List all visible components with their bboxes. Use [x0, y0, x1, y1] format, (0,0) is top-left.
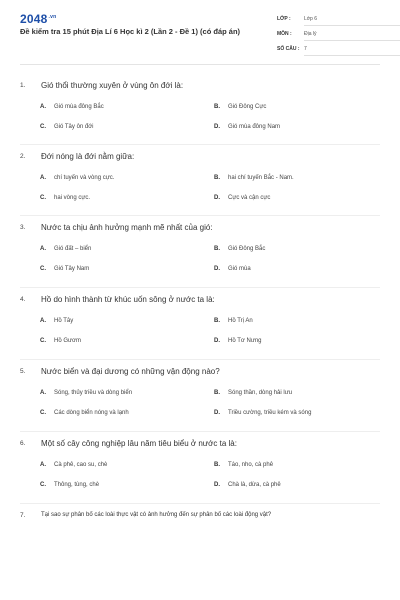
- option-text: Gió Tây Nam: [54, 266, 90, 272]
- question-head: [20, 294, 380, 308]
- question-head: [20, 80, 380, 94]
- option-a[interactable]: [40, 104, 104, 110]
- options: [20, 452, 380, 500]
- option-label: B.: [214, 318, 220, 324]
- option-label: D.: [214, 124, 220, 130]
- option-text: Gió Tây ôn đới: [54, 124, 94, 130]
- option-text: Gió mùa đông Bắc: [54, 104, 104, 110]
- option-a[interactable]: [40, 318, 73, 324]
- meta-value: Lớp 6: [304, 15, 400, 26]
- option-a[interactable]: [40, 462, 107, 468]
- question: [20, 151, 380, 213]
- option-d[interactable]: [214, 482, 281, 488]
- meta-row-class: [277, 14, 400, 29]
- option-label: A.: [40, 104, 46, 110]
- option-b[interactable]: [214, 246, 265, 252]
- site-logo[interactable]: [20, 12, 56, 26]
- option-label: B.: [214, 246, 220, 252]
- question-text: Nước ta chịu ảnh hưởng mạnh mẽ nhất của gió:: [41, 223, 213, 232]
- option-text: Hồ Gươm: [54, 338, 81, 344]
- option-b[interactable]: [214, 104, 266, 110]
- question-number: 7.: [20, 512, 26, 519]
- option-label: D.: [214, 195, 220, 201]
- meta-value: 7: [304, 45, 400, 56]
- option-a[interactable]: [40, 390, 132, 396]
- option-text: Gió đất – biển: [54, 246, 92, 252]
- option-d[interactable]: [214, 266, 251, 272]
- question-text: Hồ do hình thành từ khúc uốn sông ở nước ta là:: [41, 295, 215, 304]
- option-text: Hồ Tơ Nưng: [228, 338, 262, 344]
- option-text: Các dòng biển nóng và lạnh: [54, 410, 129, 416]
- option-text: Sóng, thủy triều và dòng biển: [54, 390, 133, 396]
- question-number: 3.: [20, 224, 26, 231]
- divider: [20, 503, 380, 504]
- option-text: Thông, tùng, chè: [54, 482, 100, 488]
- question-head: [20, 222, 380, 236]
- option-label: B.: [214, 104, 220, 110]
- meta-row-count: [277, 44, 400, 59]
- divider: [20, 431, 380, 432]
- option-d[interactable]: [214, 338, 262, 344]
- question: [20, 80, 380, 142]
- question-head: [20, 151, 380, 165]
- option-text: Gió Đông Bắc: [228, 246, 266, 252]
- option-c[interactable]: [40, 482, 99, 488]
- meta-row-subject: [277, 29, 400, 44]
- options: [20, 165, 380, 213]
- option-text: Cực và cận cực: [228, 195, 271, 201]
- option-text: Gió mùa: [228, 266, 251, 272]
- meta-key: MÔN :: [277, 31, 292, 37]
- option-text: hai vòng cực.: [54, 195, 91, 201]
- option-label: A.: [40, 390, 46, 396]
- option-text: Gió mùa đông Nam: [228, 124, 281, 130]
- options: [20, 94, 380, 142]
- option-c[interactable]: [40, 338, 81, 344]
- question-text: Tại sao sự phân bố các loài thực vật có ảnh hưởng đến sự phân bố các loài động vật?: [41, 512, 272, 518]
- question-head: [20, 366, 380, 380]
- question-text: Một số cây công nghiệp lâu năm tiêu biểu ở nước ta là:: [41, 439, 237, 448]
- question-text: Gió thổi thường xuyên ở vùng ôn đới là:: [41, 81, 184, 90]
- header: [20, 0, 380, 65]
- option-label: C.: [40, 338, 46, 344]
- question: [20, 294, 380, 356]
- divider: [20, 215, 380, 216]
- option-label: A.: [40, 318, 46, 324]
- question: [20, 510, 380, 524]
- options: [20, 380, 380, 428]
- question: [20, 438, 380, 500]
- question-number: 6.: [20, 440, 26, 447]
- option-label: A.: [40, 246, 46, 252]
- option-text: Triều cường, triều kém và sóng: [228, 410, 312, 416]
- question: [20, 366, 380, 428]
- meta-value: Địa lý: [304, 30, 400, 41]
- exam-title: Đề kiểm tra 15 phút Địa Lí 6 Học kì 2 (Lần 2 - Đề 1) (có đáp án): [20, 27, 241, 36]
- option-label: C.: [40, 124, 46, 130]
- divider: [20, 287, 380, 288]
- option-a[interactable]: [40, 246, 91, 252]
- option-text: hai chí tuyến Bắc - Nam.: [228, 175, 294, 181]
- option-b[interactable]: [214, 462, 273, 468]
- meta-key: LỚP :: [277, 16, 291, 22]
- option-label: A.: [40, 175, 46, 181]
- logo-suffix: .vn: [48, 14, 57, 20]
- question-number: 4.: [20, 296, 26, 303]
- divider: [20, 359, 380, 360]
- option-d[interactable]: [214, 410, 311, 416]
- option-label: B.: [214, 390, 220, 396]
- option-text: Sóng thần, dòng hải lưu: [228, 390, 293, 396]
- question-number: 2.: [20, 153, 26, 160]
- option-label: A.: [40, 462, 46, 468]
- option-c[interactable]: [40, 195, 90, 201]
- option-text: Táo, nho, cà phê: [228, 462, 274, 468]
- option-label: D.: [214, 266, 220, 272]
- option-c[interactable]: [40, 266, 89, 272]
- options: [20, 308, 380, 356]
- question: [20, 222, 380, 284]
- option-label: C.: [40, 410, 46, 416]
- exam-meta: [277, 14, 400, 59]
- option-a[interactable]: [40, 175, 114, 181]
- option-b[interactable]: [214, 175, 294, 181]
- question-head: [20, 510, 380, 524]
- option-c[interactable]: [40, 124, 94, 130]
- option-label: D.: [214, 482, 220, 488]
- option-b[interactable]: [214, 318, 253, 324]
- option-label: C.: [40, 266, 46, 272]
- options: [20, 236, 380, 284]
- question-number: 5.: [20, 368, 26, 375]
- option-text: chí tuyến và vòng cực.: [54, 175, 115, 181]
- option-label: C.: [40, 482, 46, 488]
- option-text: Chà là, dừa, cà phê: [228, 482, 281, 488]
- option-b[interactable]: [214, 390, 292, 396]
- option-text: Cà phê, cao su, chè: [54, 462, 108, 468]
- meta-key: SỐ CÂU :: [277, 46, 300, 52]
- option-text: Gió Đông Cực: [228, 104, 267, 110]
- logo-text: 2048: [20, 12, 48, 26]
- question-number: 1.: [20, 82, 26, 89]
- option-d[interactable]: [214, 124, 280, 130]
- option-label: B.: [214, 175, 220, 181]
- option-c[interactable]: [40, 410, 129, 416]
- option-label: C.: [40, 195, 46, 201]
- question-text: Đới nóng là đới nằm giữa:: [41, 152, 135, 161]
- option-label: D.: [214, 338, 220, 344]
- option-label: B.: [214, 462, 220, 468]
- divider: [20, 144, 380, 145]
- question-head: [20, 438, 380, 452]
- option-label: D.: [214, 410, 220, 416]
- option-text: Hồ Tây: [54, 318, 74, 324]
- option-text: Hồ Trị An: [228, 318, 253, 324]
- question-text: Nước biển và đại dương có những vận động nào?: [41, 367, 220, 376]
- option-d[interactable]: [214, 195, 270, 201]
